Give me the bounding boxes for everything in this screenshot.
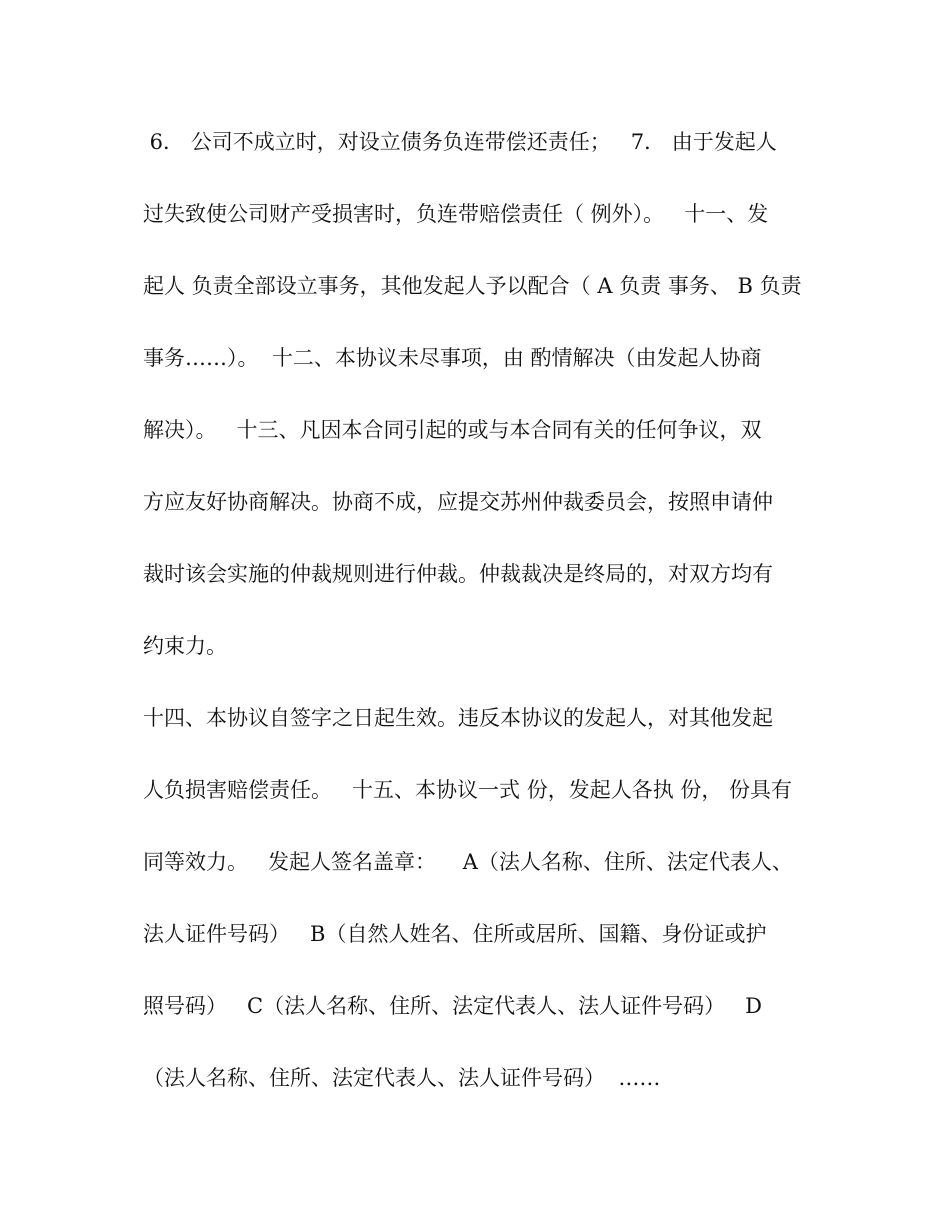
text-line: 起人 负责全部设立事务，其他发起人予以配合（ A 负责 事务、 B 负责	[143, 274, 802, 298]
text-line: 过失致使公司财产受损害时，负连带赔偿责任（ 例外）。 十一、发	[143, 202, 769, 226]
text-line: 十四、本协议自签字之日起生效。违反本协议的发起人，对其他发起	[143, 706, 773, 730]
text-line: 方应友好协商解决。协商不成，应提交苏州仲裁委员会，按照申请仲	[143, 490, 773, 514]
text-line: 法人证件号码） B（自然人姓名、住所或居所、国籍、身份证或护	[143, 922, 767, 946]
text-line: （法人名称、住所、法定代表人、法人证件号码） ……	[143, 1066, 661, 1090]
text-line: 裁时该会实施的仲裁规则进行仲裁。仲裁裁决是终局的，对双方均有	[143, 562, 773, 586]
text-line: 照号码） C（法人名称、住所、法定代表人、法人证件号码） D	[143, 994, 762, 1018]
text-line: 6． 公司不成立时，对设立债务负连带偿还责任； 7． 由于发起人	[143, 130, 777, 154]
text-line: 人负损害赔偿责任。 十五、本协议一式 份，发起人各执 份， 份具有	[143, 778, 793, 802]
document-body	[143, 122, 823, 1130]
text-line: 约束力。	[143, 634, 227, 658]
text-line: 同等效力。 发起人签名盖章： A（法人名称、住所、法定代表人、	[143, 850, 793, 874]
text-line: 事务……）。 十二、本协议未尽事项，由 酌情解决（由发起人协商	[143, 346, 762, 370]
text-line: 解决）。 十三、凡因本合同引起的或与本合同有关的任何争议，双	[143, 418, 762, 442]
